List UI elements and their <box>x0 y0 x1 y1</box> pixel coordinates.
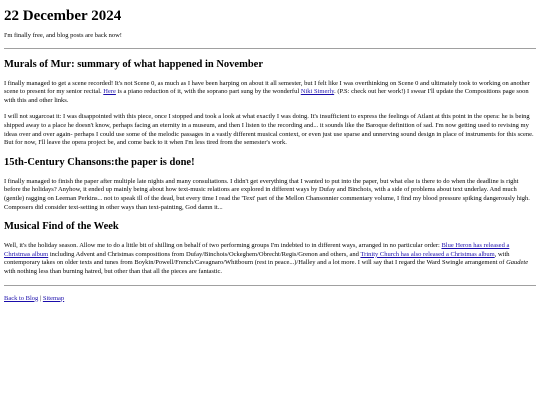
section-heading-murals: Murals of Mur: summary of what happened in November <box>4 58 263 70</box>
find-text-c: , with contemporary takes on older texts and tunes from Boykin/Powell/French/Cavagnaro/Whitbourn (rest in peace...)/Halley and a lot more. I will say that I regard the Ward Swingle arrangement of <box>4 250 510 267</box>
footer-separator: | <box>39 294 42 302</box>
find-text-d: with nothing less than burning hatred, but other than that all the pieces are fantastic. <box>4 267 223 275</box>
murals-text-b: is a piano reduction of it, with the soprano part sung by the wonderful <box>115 88 301 96</box>
find-text-a: Well, it's the holiday season. Allow me to do a little bit of shilling on behalf of two performing groups I'm indebted to in different ways, arranged in no particular order: <box>4 242 442 250</box>
chansons-paragraph: I finally managed to finish the paper after multiple late nights and many consultations. I didn't get everything that I wanted to put into the paper, but what else is there to do when the deadline is right before the holidays? Anyhow, it ended up mainly being about how text-music relations are explored in different ways by Dufay and Binchois, with a side of problems about text underlay. And much (gentle) ragging on Leeman Perkins... not to speak ill of the dead, but every time I read the 'Text' part of the Mellon Chansonnier commentary volume, I find my blood pressure spiking dangerously high. Composers did consider text-setting in other ways than text-painting, God damn it... <box>4 177 530 211</box>
section-heading-musical-find: Musical Find of the Week <box>4 221 119 233</box>
page-title: 22 December 2024 <box>4 8 122 24</box>
back-to-blog-link[interactable]: Back to Blog <box>4 294 39 302</box>
musical-find-paragraph <box>4 242 536 276</box>
gaudete-title: Gaudete <box>506 259 529 267</box>
footer-divider <box>4 285 536 286</box>
sitemap-link[interactable]: Sitemap <box>42 294 65 302</box>
niki-simerly-link[interactable]: Niki Simerly <box>300 88 335 96</box>
blue-heron-link[interactable]: Blue Heron has released a Christmas album <box>4 242 510 258</box>
footer-nav <box>4 295 536 303</box>
intro-text: I'm finally free, and blog posts are back now! <box>4 32 122 39</box>
section-heading-chansons: 15th-Century Chansons:the paper is done! <box>4 156 195 168</box>
divider <box>4 48 536 49</box>
murals-paragraph-2: I will not sugarcoat it: I was disappointed with this piece, once I stopped and took a look at what exactly I was doing. It's insufficient to express the feelings of Atlant at this point in the opera: he is being shipped away to a place he doesn't know, perhaps facing an eternity in a museum, and then I listen to the recording and... it sounds like the Baroque definition of sad. I'm now getting used to revising my ideas over and over again- perhaps I could use some of the melodic passages in a vastly different musical context, or even just use sparse and unnerving sound design in place of instruments for this scene. But for now, I'll leave the opera project be, and come back to it when I'm less tired from the semester's work. <box>4 113 534 147</box>
murals-text-c: . (P.S: check out her work!) I swear I'll update the Compositions page soon with this and other links. <box>4 88 529 104</box>
murals-text-a: I finally managed to get a scene recorded! It's not Scene 0, as much as I have been harping on about it all semester, but I felt like I was overthinking on Scene 0 and ultimately took to working on another scene to present for my senior recital. <box>4 79 530 96</box>
murals-paragraph-1 <box>4 80 536 106</box>
find-text-b: including Advent and Christmas compositions from Dufay/Binchois/Ockeghem/Obrecht/Regis/Grenon and others, and <box>48 250 361 258</box>
trinity-church-link[interactable]: Trinity Church has also released a Christmas album <box>360 250 495 258</box>
recording-link[interactable]: Here <box>103 88 116 96</box>
